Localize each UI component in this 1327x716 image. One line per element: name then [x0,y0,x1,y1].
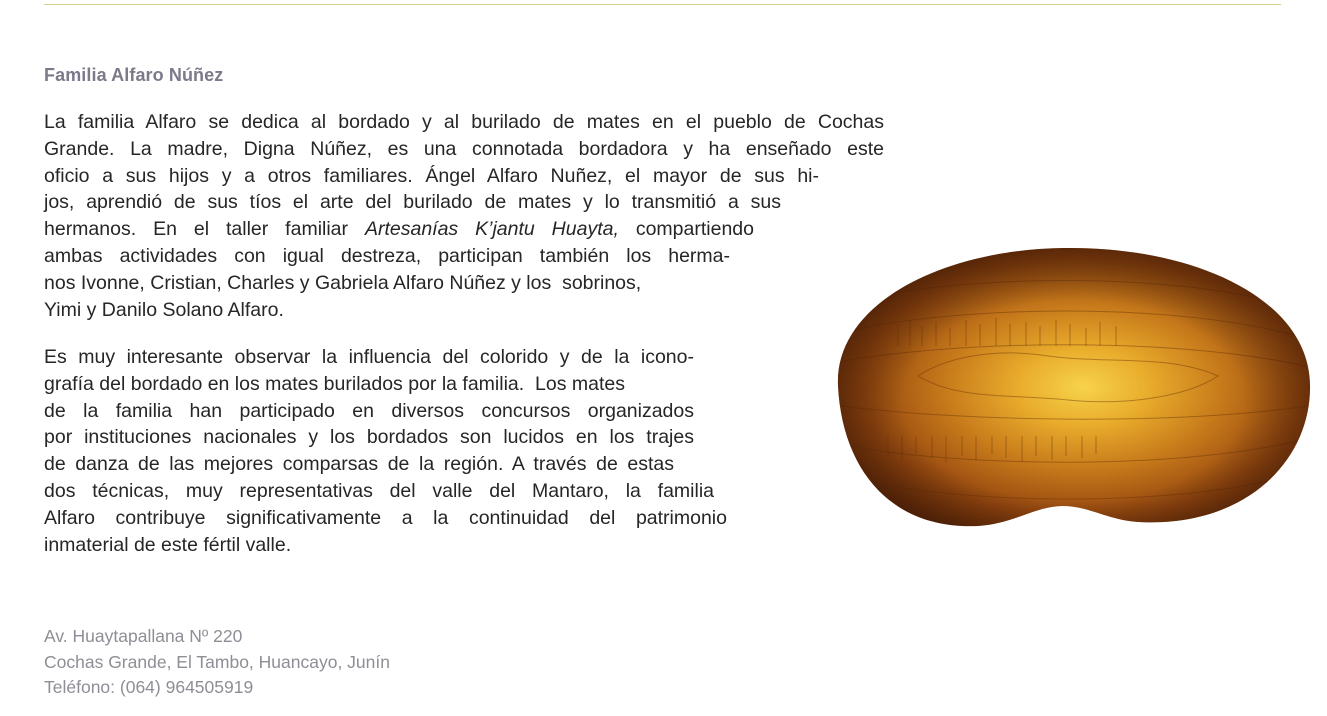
contact-city: Cochas Grande, El Tambo, Huancayo, Junín [44,651,390,672]
gourd-body [838,248,1310,526]
paragraph-1-line: jos, aprendió de sus tíos el arte del burilado de mates y lo transmitió a sus [44,191,781,214]
paragraph-2-line: de la familia han participado en diversos concursos organizados [44,399,694,422]
top-divider-line [44,4,1281,5]
paragraph-2-line: Es muy interesante observar la influencia del colorido y de la icono- [44,346,694,368]
paragraph-1-line: ambas actividades con igual destreza, participan también los herma- [44,244,730,267]
paragraph-2-line: grafía del bordado en los mates burilados por la familia. Los mates [44,372,625,395]
paragraph-1-text: compartiendo [618,218,754,241]
paragraph-2-line: dos técnicas, muy representativas del valle del Mantaro, la familia [44,479,714,502]
paragraph-1-line: Grande. La madre, Digna Núñez, es una connotada bordadora y ha enseñado este [44,137,884,160]
paragraph-2 [44,344,884,558]
paragraph-1-line: nos Ivonne, Cristian, Charles y Gabriela Alfaro Núñez y los sobrinos, [44,271,642,294]
section-title: Familia Alfaro Núñez [44,65,224,85]
workshop-name: Artesanías K’jantu Huayta, [364,218,619,241]
paragraph-1-text: hermanos. En el taller familiar [44,218,365,241]
paragraph-1-line: Yimi y Danilo Solano Alfaro. [44,298,284,321]
paragraph-2-line: Alfaro contribuye significativamente a la continuidad del patrimonio [44,506,727,529]
carved-gourd-image [808,236,1318,536]
paragraph-1-line: La familia Alfaro se dedica al bordado y al burilado de mates en el pueblo de Cochas [44,111,884,133]
paragraph-1-line [44,216,754,243]
paragraph-2-line: por instituciones nacionales y los bordados son lucidos en los trajes [44,426,694,449]
contact-address: Av. Huaytapallana Nº 220 [44,626,243,646]
contact-block [44,624,390,701]
paragraph-1-line: oficio a sus hijos y a otros familiares. Ángel Alfaro Nuñez, el mayor de sus hi- [44,164,819,187]
paragraph-1 [44,109,884,323]
contact-phone: Teléfono: (064) 964505919 [44,677,254,697]
paragraph-2-line: de danza de las mejores comparsas de la región. A través de estas [44,453,674,476]
paragraph-2-line: inmaterial de este fértil valle. [44,533,292,556]
